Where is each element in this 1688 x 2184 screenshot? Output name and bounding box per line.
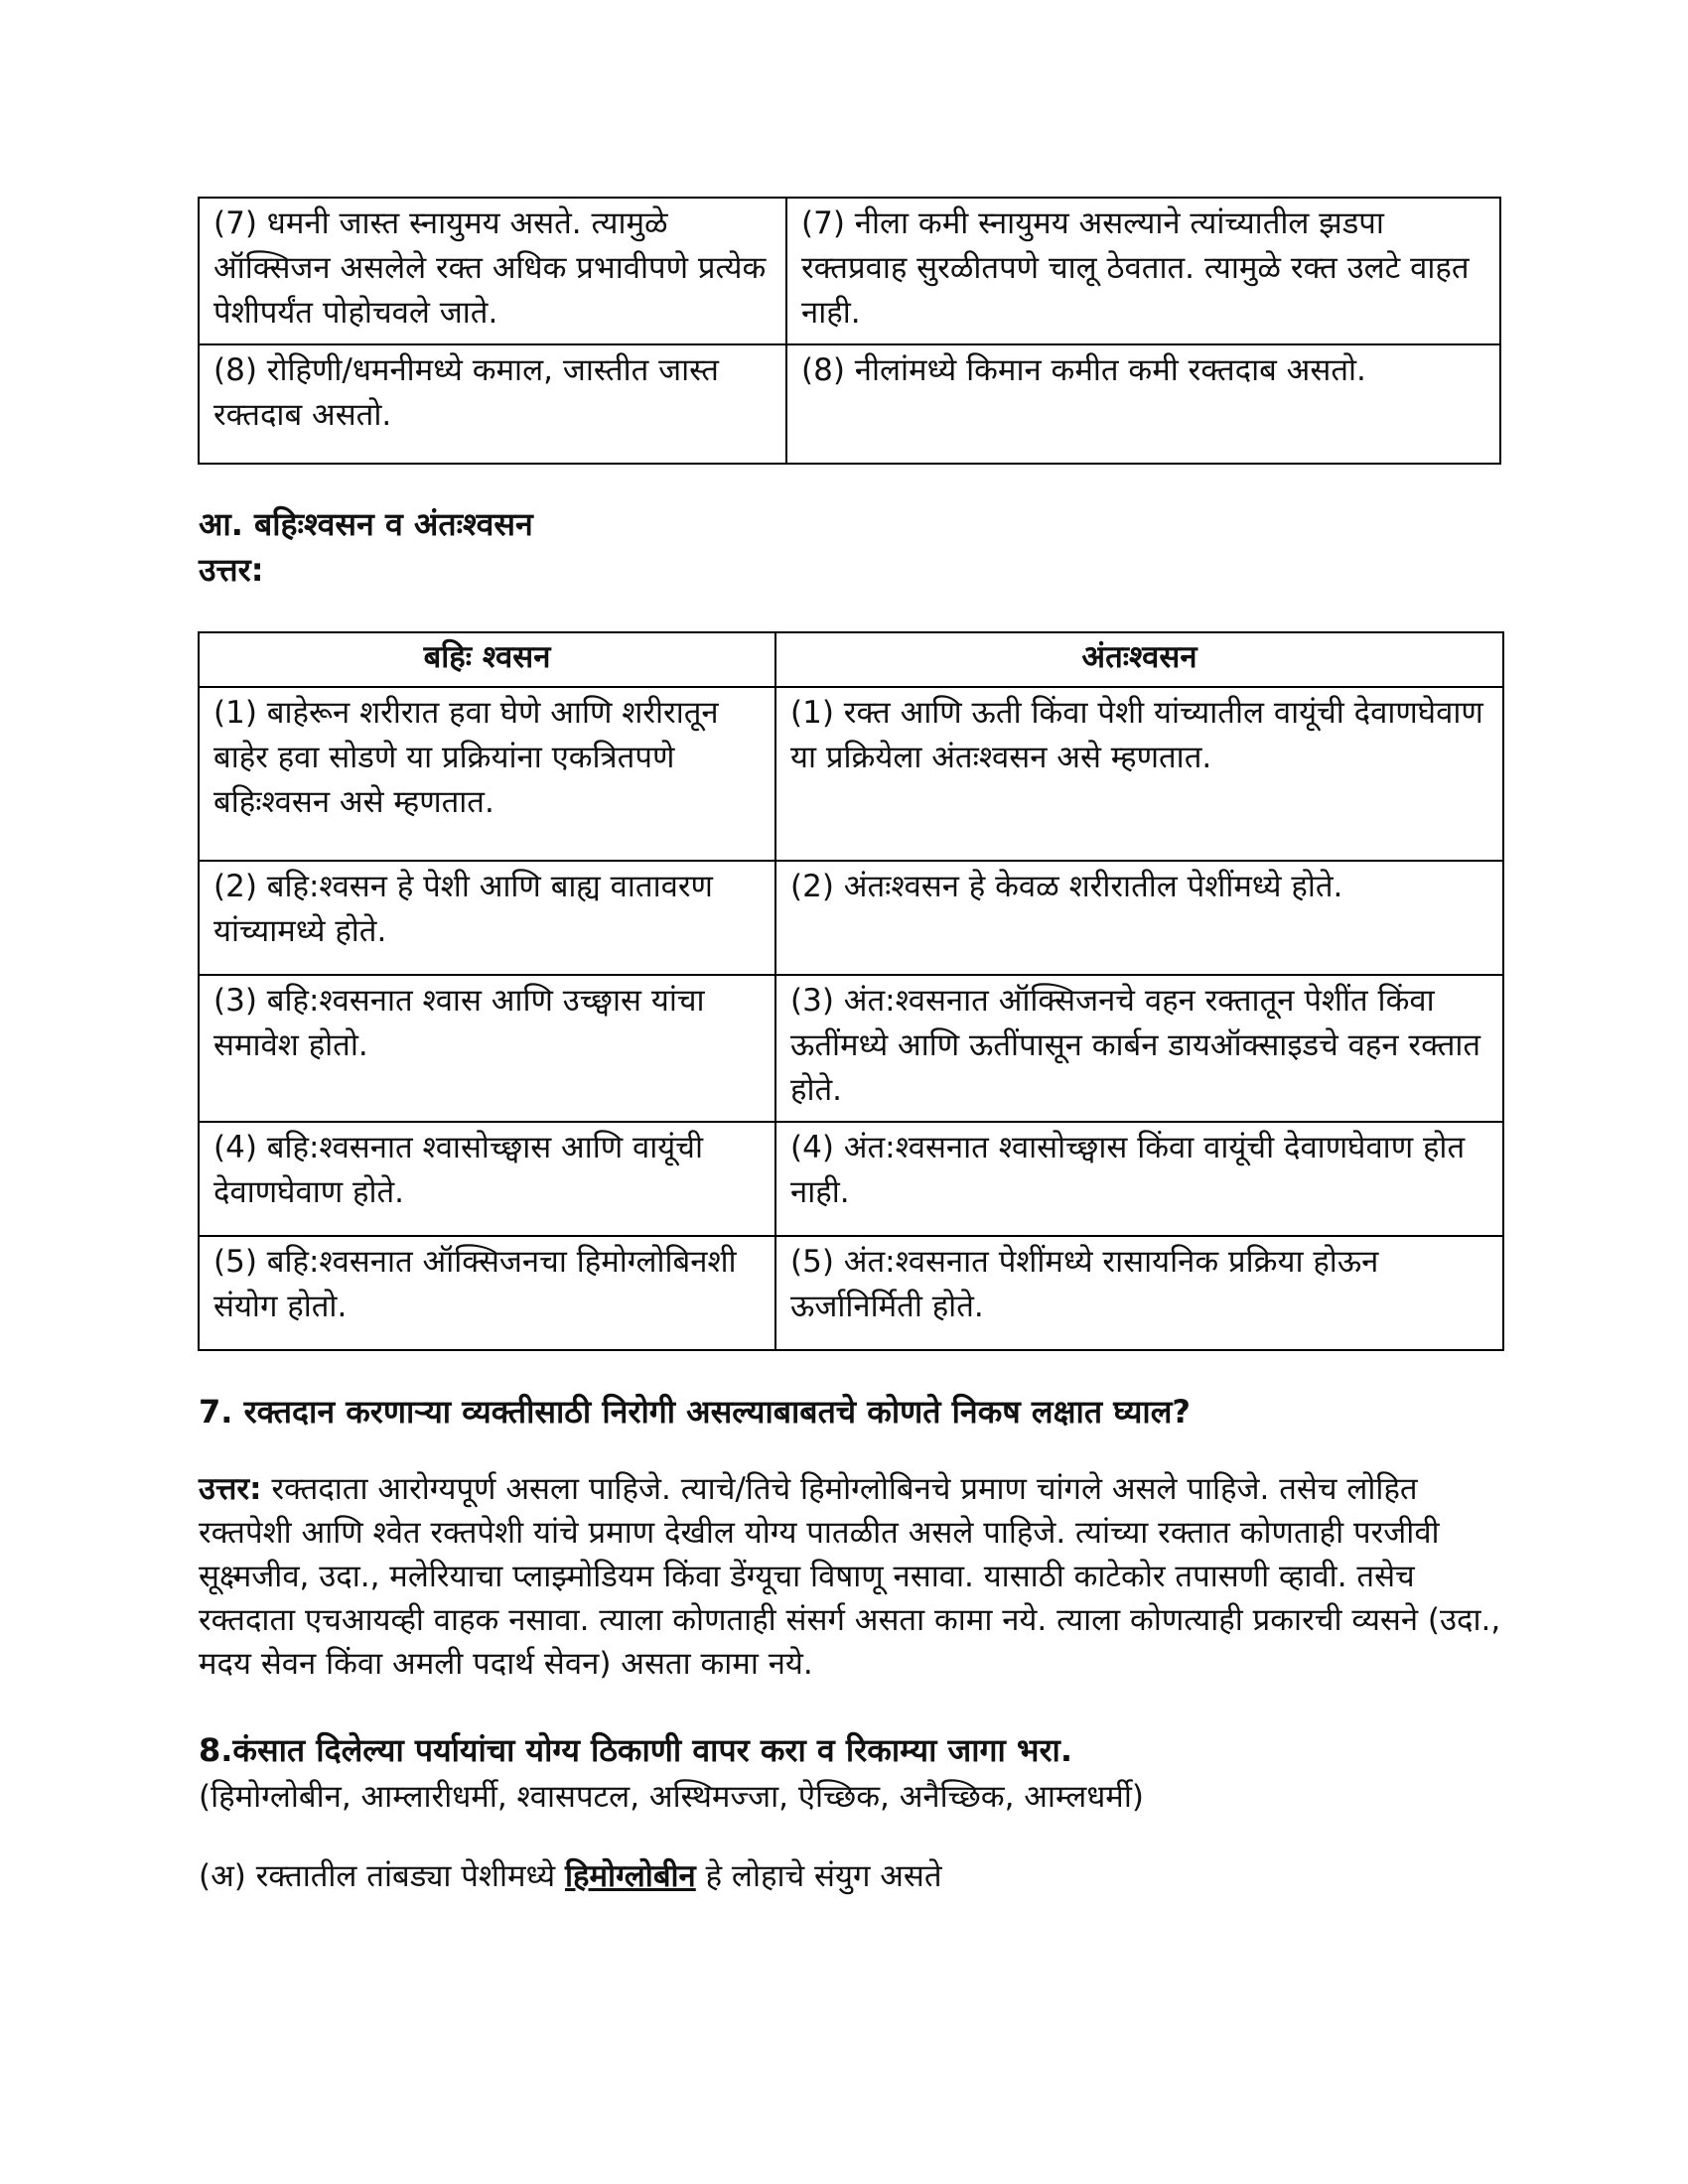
table-cell: (1) रक्त आणि ऊती किंवा पेशी यांच्यातील वायूंची देवाणघेवाण या प्रक्रियेला अंतःश्वसन असे म्हणतात. (775, 687, 1503, 861)
table-row (199, 1236, 1503, 1350)
question-7-heading: 7. रक्तदान करणाऱ्या व्यक्तीसाठी निरोगी असल्याबाबतचे कोणते निकष लक्षात घ्याल? (199, 1393, 1191, 1431)
question-8-options: (हिमोग्लोबीन, आम्लारीधर्मी, श्वासपटल, अस्थिमज्जा, ऐच्छिक, अनैच्छिक, आम्लधर्मी) (199, 1779, 1144, 1815)
table-cell: (3) बहि:श्वसनात श्वास आणि उच्छ्वास यांचा समावेश होतो. (199, 975, 775, 1122)
table-cell: (2) अंतःश्वसन हे केवळ शरीरातील पेशींमध्ये होते. (775, 861, 1503, 975)
table-header-row (199, 632, 1503, 687)
table-cell: (2) बहि:श्वसन हे पेशी आणि बाह्य वातावरण यांच्यामध्ये होते. (199, 861, 775, 975)
table-cell: (4) अंत:श्वसनात श्वासोच्छ्वास किंवा वायूंची देवाणघेवाण होत नाही. (775, 1122, 1503, 1236)
answer-text: रक्तदाता आरोग्यपूर्ण असला पाहिजे. त्याचे/तिचे हिमोग्लोबिनचे प्रमाण चांगले असले पाहिजे. तसेच लोहित रक्तपेशी आणि श्वेत रक्तपेशी यांचे प्रमाण देखील योग्य पातळीत असले पाहिजे. त्यांच्या रक्तात कोणताही परजीवी सूक्ष्मजीव, उदा., मलेरियाचा प्लाझ्मोडियम किंवा डेंग्यूचा विषाणू नसावा. यासाठी काटेकोर तपासणी व्हावी. तसेच रक्तदाता एचआयव्ही वाहक नसावा. त्याला कोणताही संसर्ग असता कामा नये. त्याला कोणत्याही प्रकारची व्यसने (उदा., मदय सेवन किंवा अमली पदार्थ सेवन) असता कामा नये. (199, 1471, 1501, 1682)
table-cell: (5) बहि:श्वसनात ऑक्सिजनचा हिमोग्लोबिनशी संयोग होतो. (199, 1236, 775, 1350)
table-cell: (7) धमनी जास्त स्नायुमय असते. त्यामुळे ऑक्सिजन असलेले रक्त अधिक प्रभावीपणे प्रत्येक पेशीपर्यंत पोहोचवले जाते. (199, 198, 786, 344)
table-cell: (8) नीलांमध्ये किमान कमीत कमी रक्तदाब असतो. (786, 344, 1500, 464)
item-a-answer: हिमोग्लोबीन (565, 1858, 696, 1894)
table-row (199, 861, 1503, 975)
table-row (199, 198, 1500, 344)
table-cell: (5) अंत:श्वसनात पेशींमध्ये रासायनिक प्रक्रिया होऊन ऊर्जानिर्मिती होते. (775, 1236, 1503, 1350)
question-8-heading: 8.कंसात दिलेल्या पर्यायांचा योग्य ठिकाणी वापर करा व रिकाम्या जागा भरा. (199, 1731, 1073, 1769)
table-cell: (4) बहि:श्वसनात श्वासोच्छ्वास आणि वायूंची देवाणघेवाण होते. (199, 1122, 775, 1236)
table-row (199, 1122, 1503, 1236)
table-cell: (1) बाहेरून शरीरात हवा घेणे आणि शरीरातून बाहेर हवा सोडणे या प्रक्रियांना एकत्रितपणे बहिःश्वसन असे म्हणतात. (199, 687, 775, 861)
section-heading: आ. बहिःश्वसन व अंतःश्वसन (199, 505, 533, 543)
question-8-item-a (199, 1854, 1509, 1898)
respiration-comparison-table (198, 631, 1504, 1351)
item-a-suffix: हे लोहाचे संयुग असते (695, 1858, 942, 1894)
question-7-answer (199, 1467, 1509, 1686)
column-header: अंतःश्वसन (775, 632, 1503, 687)
answer-label: उत्तर: (199, 551, 264, 589)
answer-label: उत्तर: (199, 1471, 262, 1507)
column-header: बहिः श्वसन (199, 632, 775, 687)
item-a-prefix: (अ) रक्तातील तांबड्या पेशीमध्ये (199, 1858, 566, 1894)
table-row (199, 687, 1503, 861)
table-row (199, 975, 1503, 1122)
table-cell: (8) रोहिणी/धमनीमध्ये कमाल, जास्तीत जास्त रक्तदाब असतो. (199, 344, 786, 464)
table-cell: (3) अंत:श्वसनात ऑक्सिजनचे वहन रक्तातून पेशींत किंवा ऊतींमध्ये आणि ऊतींपासून कार्बन डायऑक्साइडचे वहन रक्तात होते. (775, 975, 1503, 1122)
table-row (199, 344, 1500, 464)
table-cell: (7) नीला कमी स्नायुमय असल्याने त्यांच्यातील झडपा रक्तप्रवाह सुरळीतपणे चालू ठेवतात. त्यामुळे रक्त उलटे वाहत नाही. (786, 198, 1500, 344)
artery-vein-comparison-table (198, 197, 1501, 465)
